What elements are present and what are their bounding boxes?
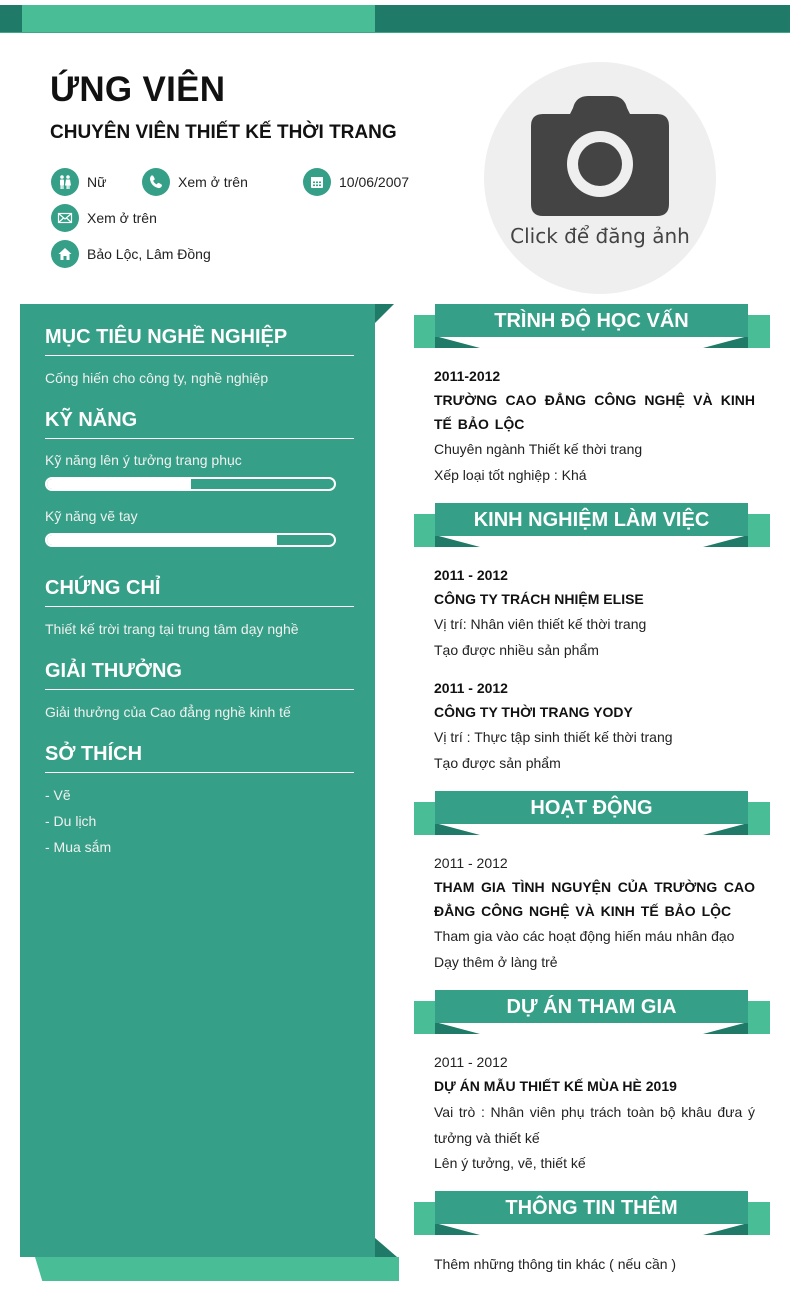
home-icon xyxy=(51,240,79,268)
experience-desc[interactable]: Tạo được sản phẩm xyxy=(434,755,561,771)
experience-company[interactable]: CÔNG TY TRÁCH NHIỆM ELISE xyxy=(434,591,644,607)
gender-icon xyxy=(51,168,79,196)
phone-icon xyxy=(142,168,170,196)
project-period[interactable]: 2011 - 2012 xyxy=(434,1054,508,1070)
education-header xyxy=(414,304,770,350)
experience-period[interactable]: 2011 - 2012 xyxy=(434,567,508,583)
experience-title[interactable]: KINH NGHIỆM LÀM VIỆC xyxy=(435,503,748,536)
photo-caption: Click để đăng ảnh xyxy=(510,224,690,248)
address-value: Bảo Lộc, Lâm Đồng xyxy=(87,246,211,262)
top-banner xyxy=(0,5,790,33)
projects-title[interactable]: DỰ ÁN THAM GIA xyxy=(435,990,748,1023)
photo-upload[interactable] xyxy=(484,62,716,294)
skill-label[interactable]: Kỹ năng vẽ tay xyxy=(45,508,138,524)
skill-label[interactable]: Kỹ năng lên ý tưởng trang phục xyxy=(45,452,242,468)
projects-header xyxy=(414,990,770,1036)
panel-fold-top xyxy=(375,304,394,323)
additional-title[interactable]: THÔNG TIN THÊM xyxy=(435,1191,748,1224)
activity-period[interactable]: 2011 - 2012 xyxy=(434,855,508,871)
certificates-title[interactable]: CHỨNG CHỈ xyxy=(45,577,354,607)
project-role[interactable]: Vai trò : Nhân viên phụ trách toàn bộ khâu đưa ý tưởng và thiết kế xyxy=(434,1104,755,1146)
camera-icon xyxy=(531,96,669,216)
project-desc[interactable]: Lên ý tưởng, vẽ, thiết kế xyxy=(434,1155,586,1171)
experience-position[interactable]: Vị trí : Thực tập sinh thiết kế thời trang xyxy=(434,729,673,745)
experience-company[interactable]: CÔNG TY THỜI TRANG YODY xyxy=(434,704,633,720)
certificates-text[interactable]: Thiết kế trời trang tại trung tâm dạy nghề xyxy=(45,621,299,637)
activities-header xyxy=(414,791,770,837)
awards-title[interactable]: GIẢI THƯỞNG xyxy=(45,660,354,690)
skills-title[interactable]: KỸ NĂNG xyxy=(45,409,354,439)
email-value: Xem ở trên xyxy=(87,210,157,226)
education-school[interactable]: TRƯỜNG CAO ĐẲNG CÔNG NGHỆ VÀ KINH TẾ BẢO LỘC xyxy=(434,392,755,432)
candidate-name[interactable]: ỨNG VIÊN xyxy=(50,70,226,109)
panel-fold-bottom xyxy=(375,1238,397,1257)
sidebar-panel xyxy=(20,304,375,1257)
education-grade[interactable]: Xếp loại tốt nghiệp : Khá xyxy=(434,467,587,483)
skill-progress-bar[interactable] xyxy=(45,477,336,491)
education-title[interactable]: TRÌNH ĐỘ HỌC VẤN xyxy=(435,304,748,337)
top-banner-accent xyxy=(22,5,375,32)
address-field[interactable] xyxy=(51,240,211,268)
experience-period[interactable]: 2011 - 2012 xyxy=(434,680,508,696)
additional-text[interactable]: Thêm những thông tin khác ( nếu cần ) xyxy=(434,1256,677,1272)
hobbies-title[interactable]: SỞ THÍCH xyxy=(45,743,354,773)
phone-value: Xem ở trên xyxy=(178,174,248,190)
experience-position[interactable]: Vị trí: Nhân viên thiết kế thời trang xyxy=(434,616,647,632)
objective-title[interactable]: MỤC TIÊU NGHỀ NGHIỆP xyxy=(45,326,354,356)
phone-field[interactable] xyxy=(142,168,248,196)
email-field[interactable] xyxy=(51,204,157,232)
additional-header xyxy=(414,1191,770,1237)
experience-desc[interactable]: Tạo được nhiều sản phẩm xyxy=(434,642,599,658)
candidate-role[interactable]: CHUYÊN VIÊN THIẾT KẾ THỜI TRANG xyxy=(50,122,397,143)
panel-bottom-ribbon xyxy=(35,1257,399,1281)
project-name[interactable]: DỰ ÁN MẪU THIẾT KẾ MÙA HÈ 2019 xyxy=(434,1078,677,1094)
objective-text[interactable]: Cống hiến cho công ty, nghề nghiệp xyxy=(45,370,269,386)
experience-header xyxy=(414,503,770,549)
activity-desc[interactable]: Tham gia vào các hoạt động hiến máu nhân đạo xyxy=(434,928,735,944)
hobby-item[interactable]: - Vẽ xyxy=(45,787,71,803)
hobby-item[interactable]: - Du lịch xyxy=(45,813,97,829)
awards-text[interactable]: Giải thưởng của Cao đẳng nghề kinh tế xyxy=(45,704,291,720)
education-major[interactable]: Chuyên ngành Thiết kế thời trang xyxy=(434,441,643,457)
skill-progress-fill xyxy=(47,535,277,545)
skill-progress-bar[interactable] xyxy=(45,533,336,547)
birthday-value: 10/06/2007 xyxy=(339,174,410,190)
gender-value: Nữ xyxy=(87,174,107,190)
education-period[interactable]: 2011-2012 xyxy=(434,368,501,384)
gender-field[interactable] xyxy=(51,168,106,196)
skill-progress-fill xyxy=(47,479,191,489)
calendar-icon xyxy=(303,168,331,196)
birthday-field[interactable] xyxy=(303,168,409,196)
activities-title[interactable]: HOẠT ĐỘNG xyxy=(435,791,748,824)
mail-icon xyxy=(51,204,79,232)
activity-desc[interactable]: Dạy thêm ở làng trẻ xyxy=(434,954,558,970)
hobby-item[interactable]: - Mua sắm xyxy=(45,839,112,855)
activity-name[interactable]: THAM GIA TÌNH NGUYỆN CỦA TRƯỜNG CAO ĐẲNG CÔNG NGHỆ VÀ KINH TẾ BẢO LỘC xyxy=(434,879,755,919)
